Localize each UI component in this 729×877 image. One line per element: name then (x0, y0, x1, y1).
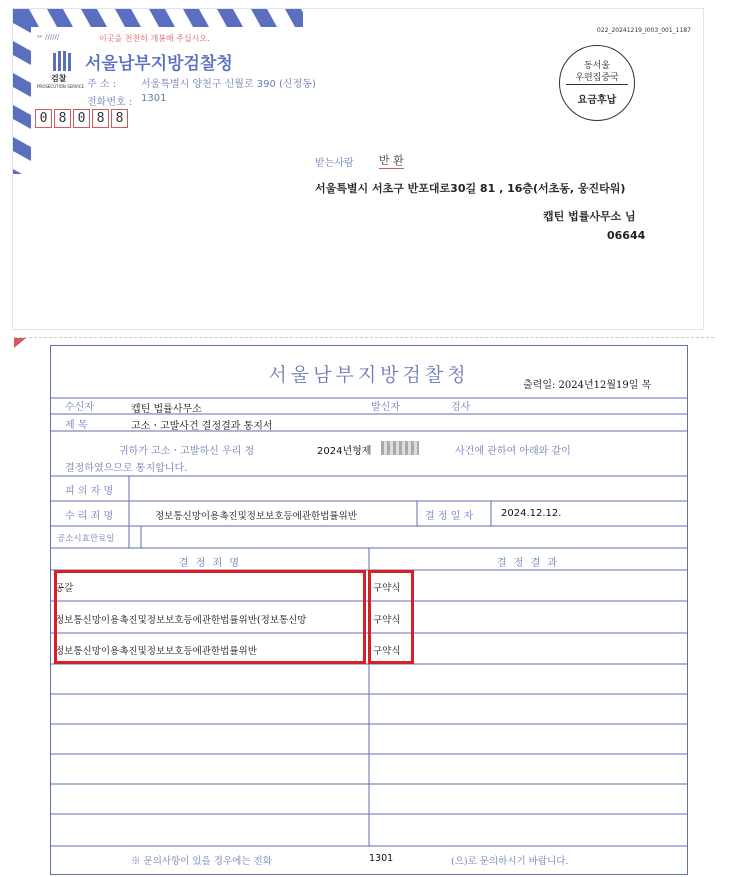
footer-contact-c: (으)로 문의하시기 바랍니다. (451, 856, 569, 867)
corner-mark-icon (14, 338, 26, 348)
recipient-value: 캡틴 법률사무소 (131, 404, 202, 415)
sender-phone: 1301 (141, 93, 167, 104)
open-here-icon: ✂ ////// (37, 33, 60, 41)
airmail-stripe-left (13, 9, 31, 174)
sender-organization: 서울남부지방검찰청 (85, 54, 233, 74)
print-date: 출력일: 2024년12월19일 목 (523, 380, 652, 391)
recipient-label: 받는사람 (315, 158, 354, 169)
return-mark: 반 환 (379, 154, 404, 167)
sender-value: 검사 (451, 402, 471, 413)
sender-label: 발신자 (371, 402, 400, 413)
highlight-box-results (368, 570, 414, 664)
zip-digit: 8 (54, 109, 71, 128)
table-row-result: 구약식 (373, 583, 401, 594)
airmail-stripe-top (13, 9, 703, 27)
postage-paid-stamp (559, 45, 635, 121)
column-charge-header: 결 정 죄 명 (178, 558, 242, 569)
recipient-name: 캡틴 법률사무소 님 (543, 210, 636, 223)
stamp-line-2: 우편집중국 (575, 73, 619, 83)
subject-value: 고소ㆍ고발사건 결정결과 통지서 (131, 421, 273, 432)
case-number: 2024년형제 (317, 446, 372, 457)
stamp-divider (566, 84, 628, 85)
decision-date-value: 2024.12.12. (501, 508, 562, 519)
table-row-charge: 정보통신망이용촉진및정보보호등에관한법률위반 (55, 646, 257, 657)
address-label: 주 소 : (87, 79, 117, 90)
table-row-result: 구약식 (373, 646, 401, 657)
zip-code-boxes (35, 107, 130, 128)
open-instruction: 이곳을 천천히 개봉해 주십시오. (99, 34, 210, 43)
recipient-label: 수신자 (65, 402, 94, 413)
stamp-line-1: 동서울 (583, 61, 611, 71)
recipient-zip: 06644 (607, 229, 646, 242)
table-row-result: 구약식 (373, 615, 401, 626)
fold-line (14, 337, 714, 338)
column-result-header: 결 정 결 과 (496, 558, 560, 569)
recipient-address: 서울특별시 서초구 반포대로30길 81 , 16층(서초동, 웅진타워) (315, 182, 626, 195)
table-row-charge: 공갈 (55, 583, 74, 594)
charge-label: 수 리 죄 명 (65, 511, 114, 522)
logo-subtext: PROSECUTION SERVICE (37, 84, 85, 89)
zip-digit: 0 (35, 109, 52, 128)
body-line-1c: 사건에 관하여 아래와 같이 (455, 446, 571, 457)
notice-title: 서울남부지방검찰청 (268, 364, 470, 386)
phone-label: 전화번호 : (87, 97, 133, 108)
body-line-2: 결정하였으므로 통지합니다. (65, 463, 188, 474)
decision-date-label: 결 정 일 자 (425, 511, 474, 522)
charge-value: 정보통신망이용촉진및정보보호등에관한법률위반 (155, 511, 357, 522)
zip-digit: 8 (92, 109, 109, 128)
envelope (12, 8, 704, 330)
logo-text: 검찰 (51, 74, 67, 83)
footer-contact-phone: 1301 (369, 853, 394, 864)
limit-label: 공소시효만료일 (57, 534, 115, 544)
zip-digit: 8 (111, 109, 128, 128)
sender-address: 서울특별시 양천구 신월로 390 (신정동) (141, 79, 316, 90)
suspect-label: 피 의 자 명 (65, 486, 114, 497)
body-line-1a: 귀하가 고소ㆍ고발하신 우리 청 (119, 446, 255, 457)
footer-contact-a: ※ 문의사항이 있을 경우에는 전화 (131, 856, 272, 867)
prosecution-logo-icon (53, 51, 75, 71)
table-row-charge: 정보통신망이용촉진및정보보호등에관한법률위반(정보통신망 (55, 615, 307, 626)
subject-label: 제 목 (65, 420, 88, 431)
highlight-box-charges (54, 570, 366, 664)
stamp-line-3: 요금후납 (577, 95, 617, 106)
redacted-block (381, 441, 419, 455)
document-code: 022_20241219_I003_001_1187 (597, 27, 691, 34)
zip-digit: 0 (73, 109, 90, 128)
